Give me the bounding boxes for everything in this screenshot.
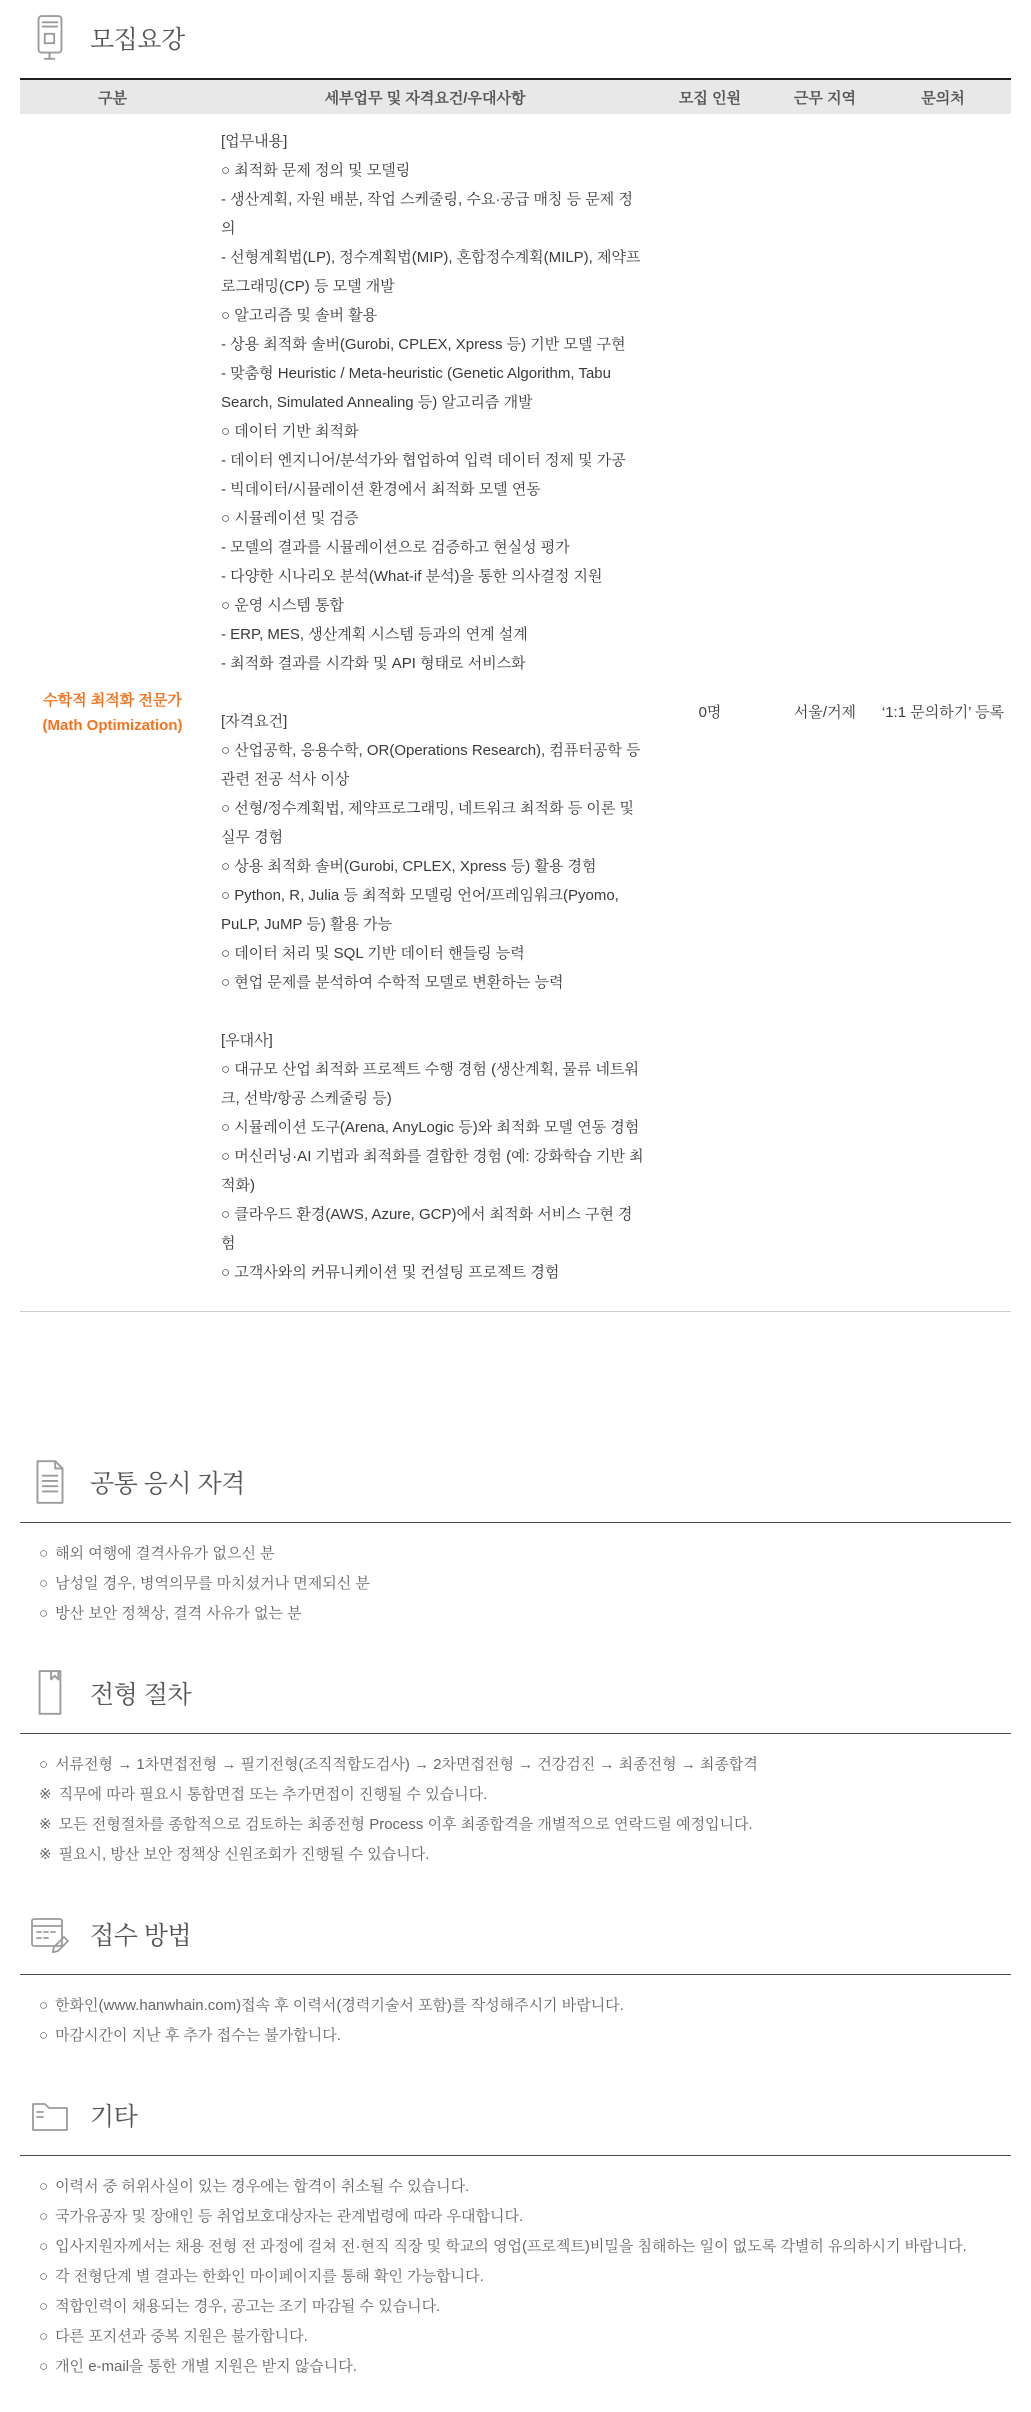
- detail-line: ○ 산업공학, 응용수학, OR(Operations Research), 컴퓨터공학 등 관련 전공 석사 이상: [221, 742, 641, 788]
- list-item: [39, 2232, 1011, 2262]
- section-etc: [20, 2091, 1011, 2382]
- detail-line: - 빅데이터/시뮬레이션 환경에서 최적화 모델 연동: [221, 481, 541, 498]
- bullet-marker: ○: [39, 2208, 49, 2225]
- detail-line: ○ 클라우드 환경(AWS, Azure, GCP)에서 최적화 서비스 구현 경험: [221, 1206, 633, 1252]
- detail-line: - 상용 최적화 솔버(Gurobi, CPLEX, Xpress 등) 기반 모델 구현: [221, 336, 626, 353]
- detail-line: - 데이터 엔지니어/분석가와 협업하여 입력 데이터 정제 및 가공: [221, 452, 626, 469]
- bullet-marker: ○: [39, 1575, 49, 1592]
- bullet-marker: ○: [39, 2268, 49, 2285]
- list-item: [39, 1840, 1011, 1870]
- list-item: [39, 2262, 1011, 2292]
- detail-group-heading: [업무내용]: [221, 133, 288, 150]
- detail-line: ○ 현업 문제를 분석하여 수학적 모델로 변환하는 능력: [221, 974, 564, 991]
- detail-group-heading: [우대사]: [221, 1032, 273, 1049]
- list-item-text: 다른 포지션과 중복 지원은 불가합니다.: [55, 2328, 308, 2345]
- list-item: [39, 1569, 1011, 1599]
- list-item-text: 모든 전형절차를 종합적으로 검토하는 최종전형 Process 이후 최종합격을 개별적으로 연락드릴 예정입니다.: [58, 1816, 753, 1833]
- location-cell: 서울/거제: [793, 704, 857, 721]
- detail-lines: [221, 736, 645, 997]
- list-item-text: 남성일 경우, 병역의무를 마치셨거나 면제되신 분: [55, 1575, 370, 1592]
- detail-lines: [221, 1055, 645, 1287]
- detail-line: ○ 머신러닝·AI 기법과 최적화를 결합한 경험 (예: 강화학습 기반 최적화): [221, 1148, 644, 1194]
- section-application: [20, 1910, 1011, 2051]
- table-header-cell: 모집 인원: [678, 89, 742, 107]
- application-list: [39, 1975, 1011, 2051]
- job-details-cell: [205, 114, 645, 1311]
- list-item-text: 마감시간이 지난 후 추가 접수는 불가합니다.: [55, 2027, 341, 2044]
- detail-line: - 최적화 결과를 시각화 및 API 형태로 서비스화: [221, 655, 526, 672]
- list-item: [39, 1780, 1011, 1810]
- folder-icon: [30, 2091, 70, 2139]
- detail-line: - 생산계획, 자원 배분, 작업 스케줄링, 수요·공급 매칭 등 문제 정의: [221, 191, 633, 237]
- process-list: [39, 1734, 1011, 1870]
- list-item: [39, 1599, 1011, 1629]
- position-title: 수학적 최적화 전문가: [43, 691, 182, 709]
- list-item-text: 각 전형단계 별 결과는 한화인 마이페이지를 통해 확인 가능합니다.: [55, 2268, 484, 2285]
- detail-line: ○ 시뮬레이션 도구(Arena, AnyLogic 등)와 최적화 모델 연동 경험: [221, 1119, 640, 1136]
- detail-group-heading: [자격요건]: [221, 713, 288, 730]
- calendar-pencil-icon: [30, 1910, 70, 1958]
- section-title-application: 접수 방법: [90, 1922, 192, 1950]
- headcount-cell: 0명: [698, 704, 722, 721]
- section-title-recruitment: 모집요강: [90, 26, 185, 54]
- list-item-text: 한화인(www.hanwhain.com)접속 후 이력서(경력기술서 포함)를 작성해주시기 바랍니다.: [55, 1997, 624, 2014]
- section-process: [20, 1669, 1011, 1870]
- bullet-marker: ○: [39, 2298, 49, 2315]
- detail-line: ○ 상용 최적화 솔버(Gurobi, CPLEX, Xpress 등) 활용 경험: [221, 858, 597, 875]
- list-item-text: 방산 보안 정책상, 결격 사유가 없는 분: [55, 1605, 302, 1622]
- table-row: [20, 114, 1011, 1311]
- document-list-icon: [30, 1458, 70, 1506]
- detail-line: ○ 운영 시스템 통합: [221, 597, 344, 614]
- detail-group-preferred: [221, 1026, 645, 1287]
- list-item: [39, 1991, 1011, 2021]
- list-item: [39, 2322, 1011, 2352]
- bullet-marker: ○: [39, 2328, 49, 2345]
- section-etc-header: [30, 2091, 1011, 2139]
- detail-line: ○ 대규모 산업 최적화 프로젝트 수행 경험 (생산계획, 물류 네트워크, 선박/항공 스케줄링 등): [221, 1061, 639, 1107]
- list-item: [39, 1750, 1011, 1780]
- bullet-marker: ※: [39, 1786, 52, 1803]
- detail-line: - 다양한 시나리오 분석(What-if 분석)을 통한 의사결정 지원: [221, 568, 603, 585]
- detail-line: - 모델의 결과를 시뮬레이션으로 검증하고 현실성 평가: [221, 539, 570, 556]
- detail-line: ○ 데이터 기반 최적화: [221, 423, 359, 440]
- bullet-marker: ○: [39, 1605, 49, 1622]
- list-item-text: 개인 e-mail을 통한 개별 지원은 받지 않습니다.: [55, 2358, 357, 2375]
- detail-line: - ERP, MES, 생산계획 시스템 등과의 연계 설계: [221, 626, 528, 643]
- list-item-text: 직무에 따라 필요시 통합면접 또는 추가면접이 진행될 수 있습니다.: [58, 1786, 488, 1803]
- mailbox-icon: [30, 14, 70, 62]
- qualifications-list: [39, 1523, 1011, 1629]
- detail-group-duties: [221, 127, 645, 678]
- detail-line: ○ 선형/정수계획법, 제약프로그래밍, 네트워크 최적화 등 이론 및 실무 경험: [221, 800, 634, 846]
- contact-cell: ‘1:1 문의하기’ 등록: [881, 704, 1005, 721]
- list-item-text: 해외 여행에 결격사유가 없으신 분: [55, 1545, 275, 1562]
- list-item-text: 필요시, 방산 보안 정책상 신원조회가 진행될 수 있습니다.: [58, 1846, 430, 1863]
- bullet-marker: ○: [39, 2027, 49, 2044]
- detail-line: - 선형계획법(LP), 정수계획법(MIP), 혼합정수계획(MILP), 제약프로그래밍(CP) 등 모델 개발: [221, 249, 641, 295]
- bullet-marker: ※: [39, 1846, 52, 1863]
- bullet-marker: ○: [39, 1756, 49, 1773]
- table-header-cell: 세부업무 및 자격요건/우대사항: [324, 89, 526, 107]
- etc-list: [39, 2156, 1011, 2382]
- list-item: [39, 1539, 1011, 1569]
- detail-line: ○ 데이터 처리 및 SQL 기반 데이터 핸들링 능력: [221, 945, 525, 962]
- bullet-marker: ○: [39, 1545, 49, 1562]
- bullet-marker: ○: [39, 2358, 49, 2375]
- bullet-marker: ○: [39, 1997, 49, 2014]
- list-item-text: 이력서 중 허위사실이 있는 경우에는 합격이 취소될 수 있습니다.: [55, 2178, 470, 2195]
- section-common-qualifications: [20, 1458, 1011, 1629]
- section-title-process: 전형 절차: [90, 1681, 192, 1709]
- list-item: [39, 2352, 1011, 2382]
- position-subtitle: (Math Optimization): [42, 716, 183, 734]
- list-item-text: 서류전형 → 1차면접전형 → 필기전형(조직적합도검사) → 2차면접전형 → 건강검진 → 최종전형 → 최종합격: [55, 1756, 758, 1773]
- detail-line: ○ 고객사와의 커뮤니케이션 및 컨설팅 프로젝트 경험: [221, 1264, 560, 1281]
- list-item: [39, 2021, 1011, 2051]
- section-process-header: [30, 1669, 1011, 1717]
- detail-line: ○ 시뮬레이션 및 검증: [221, 510, 359, 527]
- bullet-marker: ※: [39, 1816, 52, 1833]
- list-item-text: 입사지원자께서는 채용 전형 전 과정에 걸쳐 전·현직 직장 및 학교의 영업(프로젝트)비밀을 침해하는 일이 없도록 각별히 유의하시기 바랍니다.: [55, 2238, 967, 2255]
- detail-group-requirements: [221, 707, 645, 997]
- section-recruitment-header: [30, 14, 1011, 62]
- section-qualifications-header: [30, 1458, 1011, 1506]
- table-header-cell: 문의처: [921, 89, 965, 107]
- list-item-text: 국가유공자 및 장애인 등 취업보호대상자는 관계법령에 따라 우대합니다.: [55, 2208, 524, 2225]
- detail-line: ○ 알고리즘 및 솔버 활용: [221, 307, 378, 324]
- recruitment-table: [20, 78, 1011, 1312]
- table-header-cell: 구분: [98, 89, 127, 107]
- bullet-marker: ○: [39, 2238, 49, 2255]
- list-item: [39, 1810, 1011, 1840]
- position-cell: [20, 114, 205, 1311]
- bookmark-page-icon: [30, 1669, 70, 1717]
- detail-lines: [221, 156, 645, 678]
- table-header-row: [20, 80, 1011, 114]
- list-item: [39, 2172, 1011, 2202]
- list-item: [39, 2292, 1011, 2322]
- section-recruitment: [20, 14, 1011, 1312]
- list-item-text: 적합인력이 채용되는 경우, 공고는 조기 마감될 수 있습니다.: [55, 2298, 441, 2315]
- detail-line: ○ 최적화 문제 정의 및 모델링: [221, 162, 411, 179]
- detail-line: - 맞춤형 Heuristic / Meta-heuristic (Genetic Algorithm, Tabu Search, Simulated Annealing 등) 알고리즘 개발: [221, 365, 611, 411]
- section-title-qualifications: 공통 응시 자격: [90, 1470, 245, 1498]
- list-item: [39, 2202, 1011, 2232]
- detail-line: ○ Python, R, Julia 등 최적화 모델링 언어/프레임워크(Pyomo, PuLP, JuMP 등) 활용 가능: [221, 887, 619, 933]
- section-title-etc: 기타: [90, 2103, 138, 2131]
- table-header-cell: 근무 지역: [793, 89, 857, 107]
- bullet-marker: ○: [39, 2178, 49, 2195]
- section-application-header: [30, 1910, 1011, 1958]
